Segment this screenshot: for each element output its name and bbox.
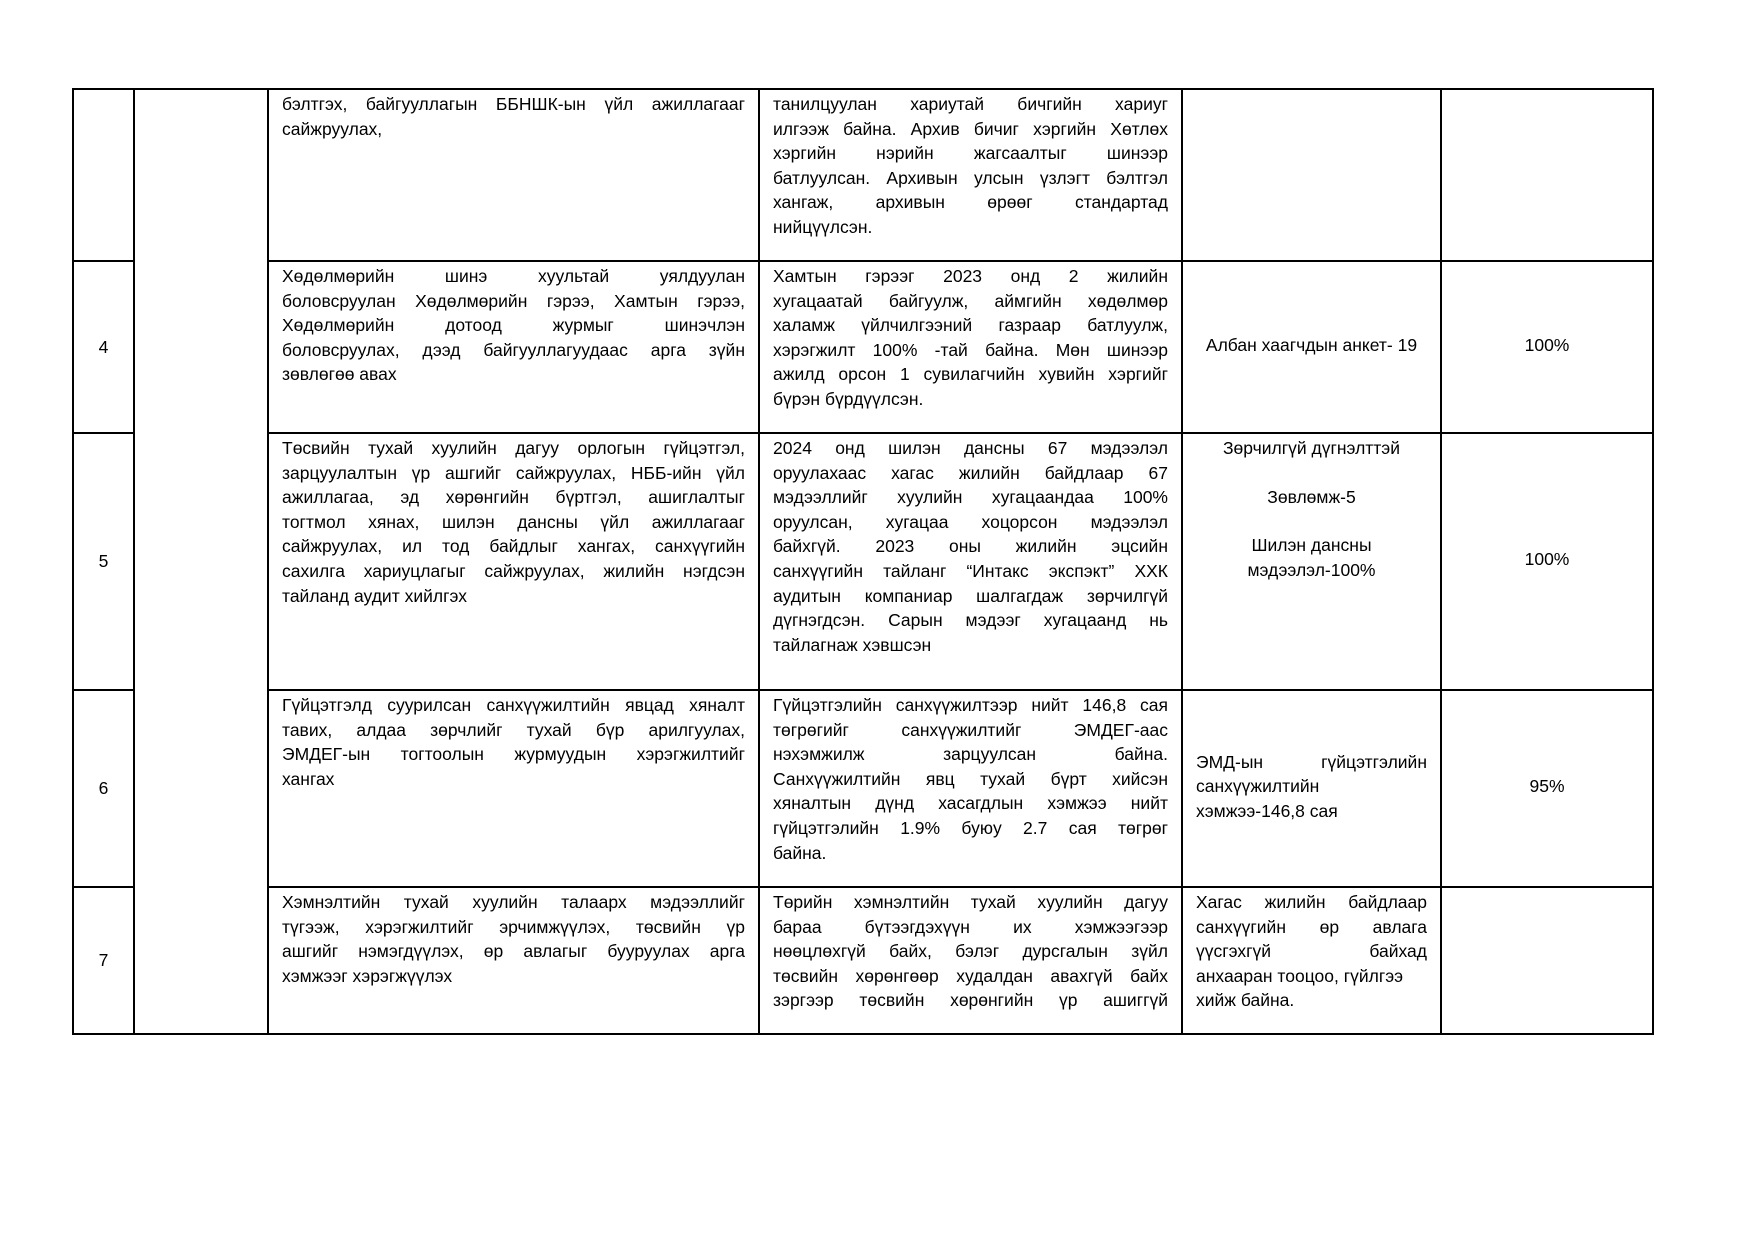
text-line: Төсвийн тухай хуулийн дагуу орлогын гүйцэтгэл, [282,438,745,458]
text-line: зарцуулалтын үр ашгийг сайжруулах, НББ-ийн үйл [282,462,745,483]
text-line: сахилга хариуцлагыг сайжруулах, жилийн нэгдсэн [282,560,745,581]
activity-cell [268,887,759,1034]
text-line: Гүйцэтгэлд суурилсан санхүүжилтийн явцад хяналт [282,695,745,715]
text-line: ажиллагаа, эд хөрөнгийн бүртгэл, ашиглалтыг [282,487,745,508]
text-line: сайжруулах, [282,118,383,139]
text-line: бараа бүтээгдэхүүн их хэмжээгээр [773,916,1168,937]
result-line: Зөрчилгүй дүгнэлттэй [1222,438,1401,458]
text-line: тавих, алдаа зөрчлийг тухай бүр арилгуулах, [282,719,745,740]
text-line: хэмжээ-146,8 сая [1196,800,1338,821]
text-line: зэргээр төсвийн хөрөнгийн үр ашиггүй [773,990,1168,1011]
text-line: гүйцэтгэлийн 1.9% буюу 2.7 сая төгрөг [773,817,1168,838]
text-line: төгрөгийг санхүүжилтийг ЭМДЕГ-аас [773,719,1168,740]
text-line: Хөдөлмөрийн шинэ хуультай уялдуулан [282,266,745,286]
percent-cell: 100% [1441,261,1653,433]
text-line: Хагас жилийн байдлаар [1196,892,1427,912]
text-line: ажилд орсон 1 сувилагчийн хувийн хэргийг [773,364,1168,385]
text-line: сайжруулах, ил тод байдлыг хангах, санхүүгийн [282,536,745,557]
merged-blank-cell [134,89,268,1034]
text-line: тайлагнаж хэвшсэн [773,634,932,655]
table-row [73,690,1653,887]
result-cell [1182,261,1441,433]
result-line: Албан хаагчдын анкет- 19 [1205,334,1418,355]
text-line: Төрийн хэмнэлтийн тухай хуулийн дагуу [773,892,1168,912]
text-line: бэлтгэх, байгууллагын ББНШК-ын үйл ажиллагааг [282,94,745,114]
text-line: тайланд аудит хийлгэх [282,585,467,606]
text-line: Санхүүжилтийн явц тухай бүрт хийсэн [773,768,1168,789]
percent-cell [1441,887,1653,1034]
text-line: аудитын компаниар шалгагдаж зөрчилгүй [773,585,1168,606]
text-line: хийж байна. [1196,990,1295,1011]
progress-cell [759,89,1182,261]
text-line: нөөцлөхгүй байх, бэлэг дурсгалын зүйл [773,941,1168,962]
text-line: Хамтын гэрээг 2023 онд 2 жилийн [773,266,1168,286]
percent-cell: 100% [1441,433,1653,690]
percent-cell [1441,89,1653,261]
result-line: Шилэн дансны мэдээлэл-100% [1247,535,1376,580]
table-row [73,261,1653,433]
report-table [72,88,1654,1035]
text-line: оруулсан, хугацаа хоцорсон мэдээлэл [773,511,1168,532]
activity-cell [268,690,759,887]
text-line: хэмжээг хэрэгжүүлэх [282,965,453,986]
progress-cell [759,261,1182,433]
text-line: хугацаатай байгуулж, аймгийн хөдөлмөр [773,290,1168,311]
result-line: Зөвлөмж-5 [1267,486,1356,507]
row-number: 4 [73,261,134,433]
text-line: танилцуулан хариутай бичгийн хариуг [773,94,1168,114]
result-cell [1182,89,1441,261]
text-line: байхгүй. 2023 оны жилийн эцсийн [773,536,1168,557]
row-number: 7 [73,887,134,1034]
text-line: Хэмнэлтийн тухай хуулийн талаарх мэдээллийг [282,892,745,912]
text-line: зөвлөгөө авах [282,364,397,385]
activity-cell [268,433,759,690]
text-line: санхүүгийн тайланг “Интакс экспэкт” ХХК [773,560,1168,581]
progress-cell [759,690,1182,887]
text-line: хэргийн нэрийн жагсаалтыг шинээр [773,143,1168,164]
table-row [73,433,1653,690]
text-line: санхүүгийн өр авлага [1196,916,1427,937]
text-line: хангаж, архивын өрөөг стандартад [773,192,1168,213]
row-number [73,89,134,261]
text-line: 2024 онд шилэн дансны 67 мэдээлэл [773,438,1168,458]
result-cell [1182,690,1441,887]
percent-cell: 95% [1441,690,1653,887]
text-line: ЭМД-ын гүйцэтгэлийн [1196,751,1427,772]
row-number: 6 [73,690,134,887]
text-line: хэрэгжилт 100% -тай байна. Мөн шинээр [773,339,1168,360]
progress-cell [759,887,1182,1034]
activity-cell [268,89,759,261]
text-line: төсвийн хөрөнгөөр худалдан авахгүй байх [773,965,1168,986]
text-line: үүсгэхгүй байхад [1196,941,1427,962]
text-line: илгээж байна. Архив бичиг хэргийн Хөтлөх [773,118,1168,139]
text-line: анхааран тооцоо, гүйлгээ [1196,965,1404,986]
text-line: хангах [282,768,335,789]
text-line: ашгийг нэмэгдүүлэх, өр авлагыг бууруулах арга [282,941,745,962]
text-line: боловсруулан Хөдөлмөрийн гэрээ, Хамтын гэрээ, [282,290,745,311]
text-line: тогтмол хянах, шилэн дансны үйл ажиллагааг [282,511,745,532]
text-line: Гүйцэтгэлийн санхүүжилтээр нийт 146,8 сая [773,695,1168,715]
text-line: ЭМДЕГ-ын тогтоолын журмуудын хэрэгжилтийг [282,744,745,765]
text-line: санхүүжилтийн [1196,776,1320,797]
text-line: хяналтын дүнд хасагдлын хэмжээ нийт [773,793,1168,814]
text-line: нэхэмжилж зарцуулсан байна. [773,744,1168,765]
text-line: батлуулсан. Архивын улсын үзлэгт бэлтгэл [773,167,1168,188]
text-line: түгээж, хэрэгжилтийг эрчимжүүлэх, төсвийн үр [282,916,745,937]
result-cell [1182,433,1441,690]
text-line: байна. [773,842,827,863]
text-line: нийцүүлсэн. [773,216,873,237]
text-line: дүгнэгдсэн. Сарын мэдээг хугацаанд нь [773,610,1168,631]
text-line: Хөдөлмөрийн дотоод журмыг шинэчлэн [282,315,745,336]
result-cell [1182,887,1441,1034]
text-line: боловсруулах, дээд байгууллагуудаас арга зүйн [282,339,745,360]
row-number: 5 [73,433,134,690]
table-row [73,89,1653,261]
text-line: халамж үйлчилгээний газраар батлуулж, [773,315,1168,336]
progress-cell [759,433,1182,690]
text-line: оруулахаас хагас жилийн байдлаар 67 [773,462,1168,483]
text-line: бүрэн бүрдүүлсэн. [773,388,924,409]
text-line: мэдээллийг хуулийн хугацаандаа 100% [773,487,1168,508]
table-row [73,887,1653,1034]
activity-cell [268,261,759,433]
